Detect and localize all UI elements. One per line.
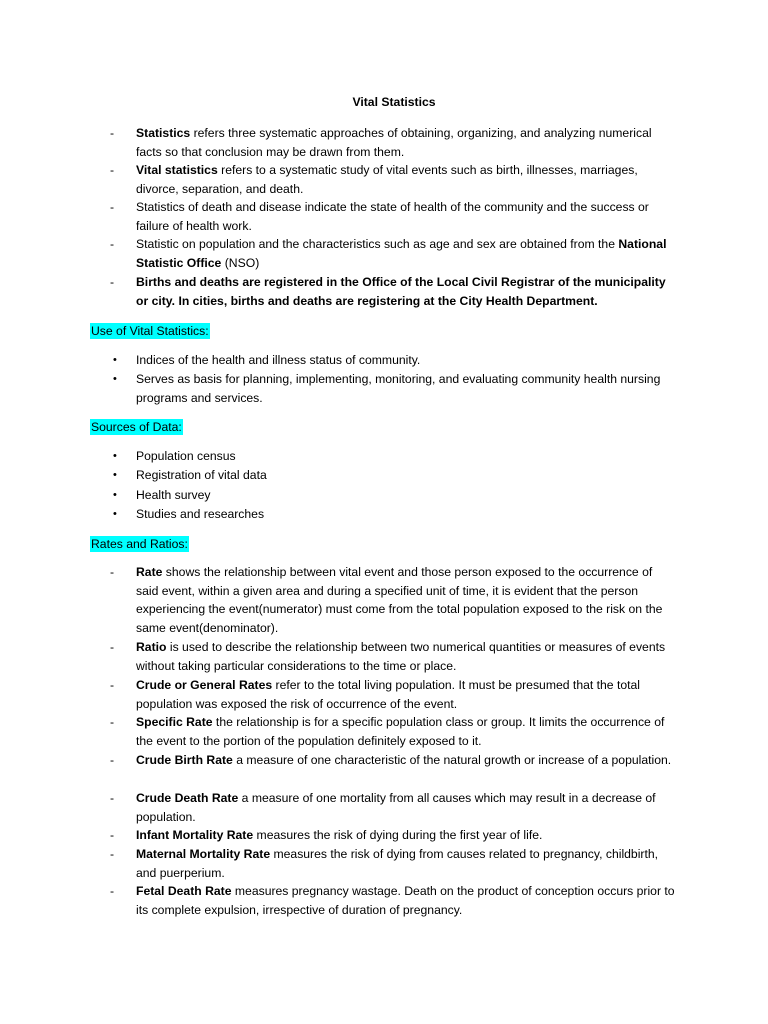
term: Infant Mortality Rate	[136, 828, 254, 842]
dash-marker: -	[110, 847, 115, 861]
bullet-marker: •	[113, 469, 117, 481]
term: Crude or General Rates	[136, 678, 273, 692]
dash-marker: -	[110, 884, 115, 898]
term: Office of the Local Civil Registrar	[362, 275, 555, 289]
term: Fetal Death Rate	[136, 884, 232, 898]
definition: measures the risk of dying from causes related to pregnancy, childbirth, and puerperium.	[136, 847, 659, 880]
definition: a measure of one mortality from all causes which may result in a decrease of population.	[136, 791, 656, 824]
definition-mid: of the municipality or city. In cities, births and deaths are registering at the	[136, 275, 666, 308]
term: Vital statistics	[136, 163, 218, 177]
definition: refer to the total living population. It must be presumed that the total population was exposed the risk of occurrence of the event.	[136, 678, 641, 711]
definition: a measure of one characteristic of the natural growth or increase of a population.	[232, 753, 672, 767]
bullet-marker: •	[113, 373, 117, 385]
section-heading-rates: Rates and Ratios:	[91, 537, 188, 551]
dash-marker: -	[110, 163, 115, 177]
dash-marker: -	[110, 828, 115, 842]
term: Maternal Mortality Rate	[136, 847, 271, 861]
list-item-text: Studies and researches	[136, 507, 265, 521]
definition-tail: (NSO)	[221, 255, 260, 270]
term: Crude Death Rate	[136, 791, 239, 805]
bullet-marker: •	[113, 508, 117, 520]
section-heading-sources: Sources of Data:	[91, 420, 182, 434]
term: Statistics	[136, 126, 191, 140]
term: Ratio	[136, 640, 167, 654]
bullet-marker: •	[113, 354, 117, 366]
definition: refers to a systematic study of vital events such as birth, illnesses, marriages, divorce, separation, and death.	[136, 163, 638, 196]
page-title: Vital Statistics	[352, 95, 436, 109]
dash-marker: -	[110, 200, 115, 214]
dash-marker: -	[110, 753, 115, 767]
dash-marker: -	[110, 640, 115, 654]
definition: Births and deaths are registered in the	[136, 275, 363, 289]
definition: shows the relationship between vital event and those person exposed to the occurrence of said event, within a given area and during a specified unit of time, it is evident that the person experiencing the event(numerator) must come from the total population exposed to the risk on the same event(denominator).	[136, 565, 663, 635]
dash-marker: -	[110, 715, 115, 729]
bullet-marker: •	[113, 489, 117, 501]
list-item-text: Health survey	[136, 488, 211, 502]
bullet-marker: •	[113, 450, 117, 462]
list-item-text: Population census	[136, 449, 236, 463]
term: Crude Birth Rate	[136, 753, 233, 767]
term: Rate	[136, 565, 163, 579]
term: Specific Rate	[136, 715, 213, 729]
list-item-text: Registration of vital data	[136, 468, 267, 482]
dash-marker: -	[110, 678, 115, 692]
dash-marker: -	[110, 791, 115, 805]
section-heading-use: Use of Vital Statistics:	[91, 324, 209, 338]
list-item-text: Serves as basis for planning, implementing, monitoring, and evaluating community health nursing programs and services.	[136, 372, 661, 405]
dash-marker: -	[110, 565, 115, 579]
term: National Statistic Office	[136, 237, 667, 270]
list-item-text: Indices of the health and illness status of community.	[136, 353, 421, 367]
definition: refers three systematic approaches of obtaining, organizing, and analyzing numerical facts so that conclusion may be drawn from them.	[136, 126, 652, 159]
dash-marker: -	[110, 275, 115, 289]
dash-marker: -	[110, 237, 115, 251]
definition: the relationship is for a specific population class or group. It limits the occurrence of the event to the portion of the population definitely exposed to it.	[136, 715, 665, 748]
dash-marker: -	[110, 126, 115, 140]
definition: is used to describe the relationship between two numerical quantities or measures of events without taking particular considerations to the time or place.	[136, 640, 666, 673]
definition: Statistic on population and the characteristics such as age and sex are obtained from the	[136, 237, 619, 251]
definition: Statistics of death and disease indicate the state of health of the community and the success or failure of health work.	[136, 200, 649, 233]
term: City Health Department.	[459, 293, 598, 308]
definition: measures the risk of dying during the first year of life.	[253, 828, 543, 842]
definition: measures pregnancy wastage. Death on the product of conception occurs prior to its complete expulsion, irrespective of duration of pregnancy.	[136, 884, 675, 917]
